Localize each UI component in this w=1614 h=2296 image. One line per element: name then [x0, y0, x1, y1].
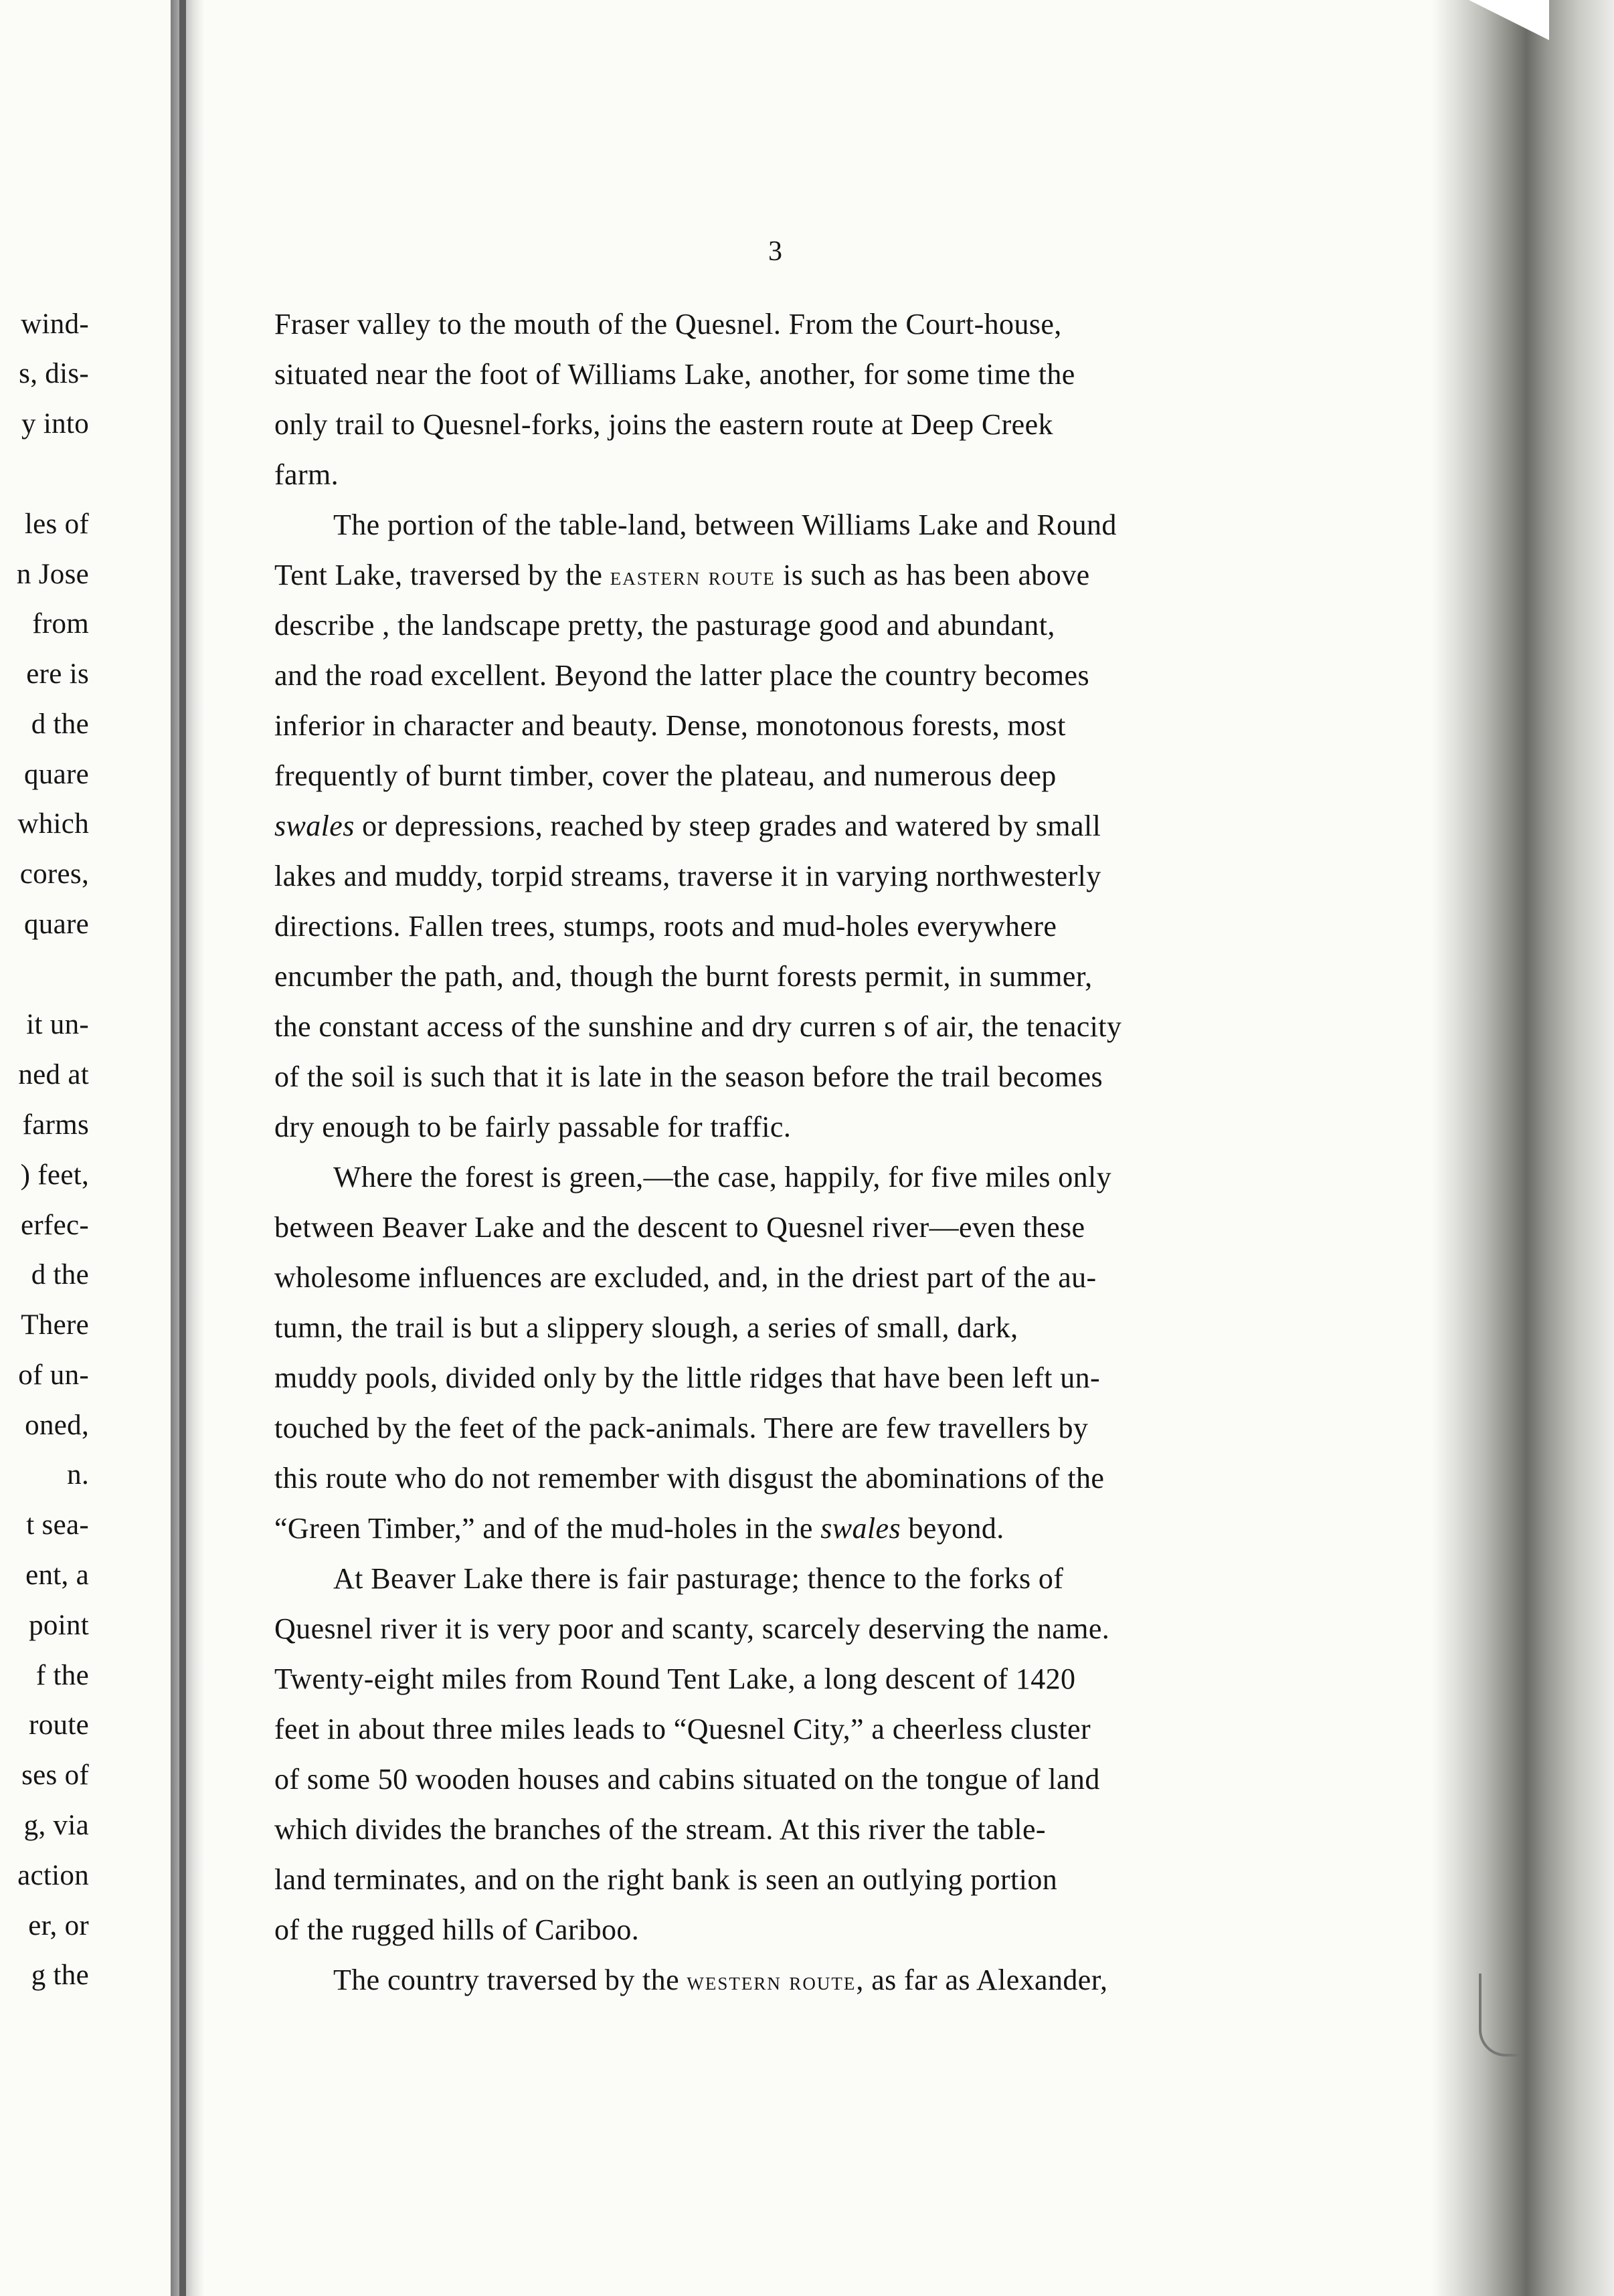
facing-page-line: d the [31, 1259, 89, 1290]
text-run: “Green Timber,” and of the mud-holes in the [274, 1512, 821, 1545]
text-line: frequently of burnt timber, cover the plateau, and numerous deep [274, 759, 1057, 792]
text-line: describe , the landscape pretty, the pasturage good and abundant, [274, 609, 1055, 642]
text-line [333, 1966, 1107, 1995]
facing-page-line: quare [24, 908, 89, 940]
text-line [274, 811, 1101, 841]
italic-term: swales [274, 809, 355, 842]
text-line: land terminates, and on the right bank is seen an outlying portion [274, 1863, 1058, 1896]
facing-page-line: route [29, 1709, 89, 1741]
text-run: , as far as Alexander, [856, 1964, 1108, 1996]
text-run: is such as has been above [775, 559, 1090, 591]
text-line: The portion of the table-land, between Williams Lake and Round [333, 508, 1117, 541]
facing-page-line: action [17, 1860, 89, 1891]
facing-page-line: of un- [18, 1359, 89, 1391]
facing-page-line: ) feet, [20, 1159, 89, 1191]
facing-page-line: f the [35, 1660, 89, 1691]
facing-page-line: ses of [21, 1759, 89, 1791]
text-line: and the road excellent. Beyond the latter place the country becomes [274, 659, 1089, 692]
facing-page-line: farms [22, 1109, 89, 1141]
facing-page-line: g, via [23, 1810, 89, 1841]
text-run: or depressions, reached by steep grades and watered by small [354, 809, 1101, 842]
facing-page-line: cores, [19, 858, 89, 890]
facing-page-line: d the [31, 708, 89, 740]
facing-page-line: les of [24, 508, 89, 540]
text-line: feet in about three miles leads to “Quesnel City,” a cheerless cluster [274, 1713, 1091, 1745]
text-line: the constant access of the sunshine and dry curren s of air, the tenacity [274, 1010, 1122, 1043]
text-line: wholesome influences are excluded, and, in the driest part of the au- [274, 1261, 1097, 1294]
facing-page-line: quare [24, 759, 89, 790]
small-caps-term: eastern route [610, 563, 776, 591]
text-run: The country traversed by the [333, 1964, 687, 1996]
facing-page-line: wind- [21, 308, 89, 340]
facing-page-line: point [29, 1610, 89, 1641]
facing-page-line: ere is [26, 658, 89, 690]
facing-page-line: n Jose [16, 559, 89, 590]
text-line: this route who do not remember with disgust the abominations of the [274, 1462, 1105, 1495]
text-line: lakes and muddy, torpid streams, traverse it in varying northwesterly [274, 860, 1101, 892]
text-line: Quesnel river it is very poor and scanty, scarcely deserving the name. [274, 1612, 1110, 1645]
facing-page-line: er, or [28, 1910, 89, 1941]
text-line: Fraser valley to the mouth of the Quesnel. From the Court-house, [274, 308, 1062, 341]
facing-page-line: erfec- [20, 1210, 89, 1241]
text-line: At Beaver Lake there is fair pasturage; thence to the forks of [333, 1562, 1064, 1595]
small-caps-term: western route [687, 1968, 857, 1996]
facing-page-line: from [32, 608, 89, 640]
page-edge [1432, 0, 1614, 2296]
facing-page-line: n. [67, 1459, 89, 1491]
facing-page-line: s, dis- [19, 358, 89, 389]
facing-page-line: ent, a [25, 1559, 89, 1591]
text-run: Tent Lake, traversed by the [274, 559, 610, 591]
italic-term: swales [820, 1512, 901, 1545]
text-line: of some 50 wooden houses and cabins situated on the tongue of land [274, 1763, 1100, 1796]
text-run: beyond. [900, 1512, 1004, 1545]
facing-page-line: y into [21, 408, 89, 440]
facing-page-line: There [21, 1309, 89, 1341]
page-number: 3 [768, 236, 782, 267]
page-edge-curl [1479, 1974, 1522, 2056]
text-line: touched by the feet of the pack-animals. There are few travellers by [274, 1412, 1089, 1444]
binding-shadow [171, 0, 204, 2296]
text-line: inferior in character and beauty. Dense, monotonous forests, most [274, 709, 1066, 742]
facing-page-line: oned, [25, 1410, 89, 1441]
facing-page-line: which [17, 808, 89, 840]
text-line: Twenty-eight miles from Round Tent Lake, a long descent of 1420 [274, 1662, 1076, 1695]
text-line: farm. [274, 458, 339, 491]
binding-line [179, 0, 186, 2296]
text-line: Where the forest is green,—the case, happily, for five miles only [333, 1161, 1112, 1193]
text-line: of the rugged hills of Cariboo. [274, 1913, 640, 1946]
text-line: which divides the branches of the stream. At this river the table- [274, 1813, 1046, 1846]
text-line: dry enough to be fairly passable for traffic. [274, 1111, 792, 1143]
text-line: muddy pools, divided only by the little ridges that have been left un- [274, 1361, 1101, 1394]
text-line: directions. Fallen trees, stumps, roots and mud-holes everywhere [274, 910, 1057, 943]
facing-page-line: g the [31, 1959, 89, 1991]
text-line [274, 561, 1090, 590]
facing-page-line: t sea- [26, 1509, 89, 1541]
facing-page-fragment [0, 0, 171, 2296]
facing-page-line: it un- [26, 1009, 89, 1040]
facing-page-line: ned at [18, 1059, 89, 1090]
text-line: tumn, the trail is but a slippery slough, a series of small, dark, [274, 1311, 1018, 1344]
text-line: of the soil is such that it is late in the season before the trail becomes [274, 1060, 1103, 1093]
text-line: situated near the foot of Williams Lake, another, for some time the [274, 358, 1075, 391]
text-line: between Beaver Lake and the descent to Quesnel river—even these [274, 1211, 1085, 1244]
text-line [274, 1514, 1004, 1543]
text-line: only trail to Quesnel-forks, joins the eastern route at Deep Creek [274, 408, 1053, 441]
text-line: encumber the path, and, though the burnt forests permit, in summer, [274, 960, 1093, 993]
